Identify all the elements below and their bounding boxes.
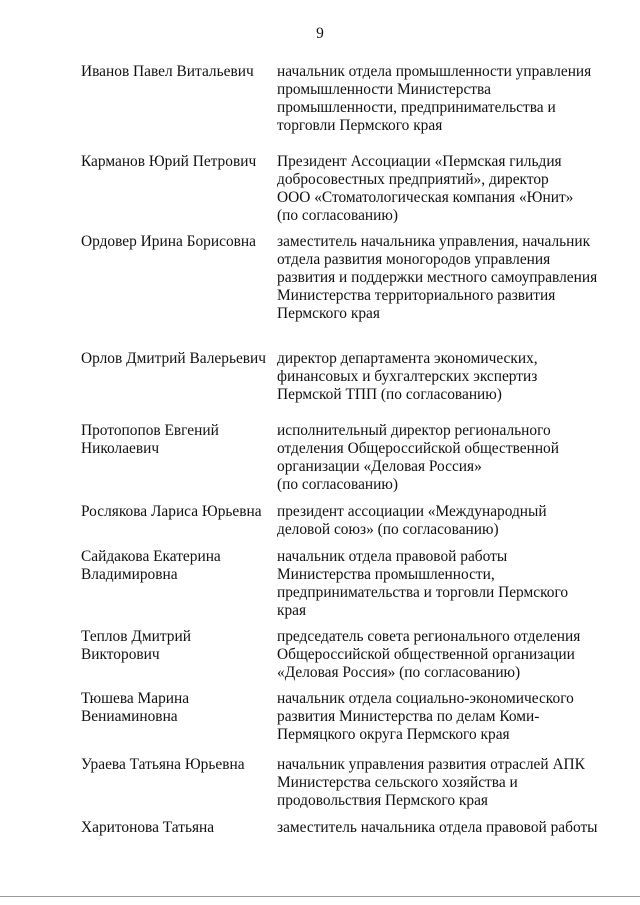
member-position-line: торговли Пермского края xyxy=(277,117,443,134)
member-position xyxy=(277,628,607,682)
member-name xyxy=(81,548,266,584)
member-name xyxy=(81,819,266,837)
member-position-line: исполнительный директор регионального xyxy=(277,422,551,439)
member-position-line: Министерства промышленности, xyxy=(277,566,495,583)
member-position-line: отдела развития моногородов управления xyxy=(277,251,551,268)
member-position xyxy=(277,548,607,620)
member-position-line: заместитель начальника управления, начальник xyxy=(277,233,591,250)
member-name-line: Орлов Дмитрий Валерьевич xyxy=(81,350,267,367)
member-position-line: продовольствия Пермского края xyxy=(277,792,488,809)
member-name-line: Сайдакова Екатерина xyxy=(81,548,221,565)
member-position xyxy=(277,503,607,539)
member-name xyxy=(81,422,266,458)
member-position-line: Общероссийской общественной организации xyxy=(277,646,575,663)
member-position-line: Президент Ассоциации «Пермская гильдия xyxy=(277,153,562,170)
member-name-line: Вениаминовна xyxy=(81,708,178,725)
member-position-line: ООО «Стоматологическая компания «Юнит» xyxy=(277,189,574,206)
member-name xyxy=(81,503,266,521)
member-position xyxy=(277,422,607,494)
member-position-line: развития и поддержки местного самоуправления xyxy=(277,269,598,286)
member-position xyxy=(277,350,607,404)
member-position-line: «Деловая Россия» (по согласованию) xyxy=(277,664,521,681)
member-position-line: начальник отдела правовой работы xyxy=(277,548,508,565)
member-name-line: Рослякова Лариса Юрьевна xyxy=(81,503,262,520)
member-position xyxy=(277,690,607,744)
member-position-line: Пермяцкого округа Пермского края xyxy=(277,726,510,743)
member-name-line: Николаевич xyxy=(81,440,160,457)
member-position-line: организации «Деловая Россия» xyxy=(277,458,482,475)
member-name xyxy=(81,756,266,774)
member-name xyxy=(81,350,266,368)
member-name-line: Теплов Дмитрий xyxy=(81,628,191,645)
member-position-line: начальник отдела социально-экономического xyxy=(277,690,574,707)
member-position-line: начальник отдела промышленности управления xyxy=(277,63,592,80)
member-position xyxy=(277,756,607,810)
member-position-line: развития Министерства по делам Коми- xyxy=(277,708,540,725)
page-bottom-rule xyxy=(0,896,640,897)
member-position xyxy=(277,153,607,225)
member-position xyxy=(277,233,607,323)
member-name-line: Ураева Татьяна Юрьевна xyxy=(81,756,245,773)
member-name-line: Иванов Павел Витальевич xyxy=(81,63,254,80)
member-position-line: промышленности Министерства xyxy=(277,81,491,98)
member-position-line: Пермской ТПП (по согласованию) xyxy=(277,386,502,403)
member-name-line: Харитонова Татьяна xyxy=(81,819,215,836)
member-name xyxy=(81,63,266,81)
member-name-line: Владимировна xyxy=(81,566,178,583)
member-name-line: Карманов Юрий Петрович xyxy=(81,153,257,170)
page-number: 9 xyxy=(316,25,324,42)
member-position-line: промышленности, предпринимательства и xyxy=(277,99,556,116)
member-name-line: Тюшева Марина xyxy=(81,690,190,707)
member-name-line: Викторович xyxy=(81,646,160,663)
member-position-line: добросовестных предприятий», директор xyxy=(277,171,549,188)
member-name-line: Ордовер Ирина Борисовна xyxy=(81,233,256,250)
member-name xyxy=(81,628,266,664)
member-position-line: начальник управления развития отраслей АПК xyxy=(277,756,585,773)
member-name xyxy=(81,153,266,171)
member-position-line: финансовых и бухгалтерских экспертиз xyxy=(277,368,538,385)
member-name xyxy=(81,233,266,251)
member-name xyxy=(81,690,266,726)
member-position-line: председатель совета регионального отделения xyxy=(277,628,581,645)
member-position-line: Пермского края xyxy=(277,305,380,322)
member-position-line: отделения Общероссийской общественной xyxy=(277,440,559,457)
member-position-line: президент ассоциации «Международный xyxy=(277,503,547,520)
member-position-line: Министерства территориального развития xyxy=(277,287,556,304)
member-position xyxy=(277,63,607,135)
member-position-line: директор департамента экономических, xyxy=(277,350,538,367)
member-position-line: Министерства сельского хозяйства и xyxy=(277,774,518,791)
member-position-line: заместитель начальника отдела правовой работы xyxy=(277,819,598,836)
member-position-line: (по согласованию) xyxy=(277,207,398,224)
member-position-line: деловой союз» (по согласованию) xyxy=(277,521,499,538)
member-position-line: (по согласованию) xyxy=(277,476,398,493)
member-position xyxy=(277,819,607,837)
member-name-line: Протопопов Евгений xyxy=(81,422,219,439)
member-position-line: предпринимательства и торговли Пермского xyxy=(277,584,569,601)
member-position-line: края xyxy=(277,602,307,619)
